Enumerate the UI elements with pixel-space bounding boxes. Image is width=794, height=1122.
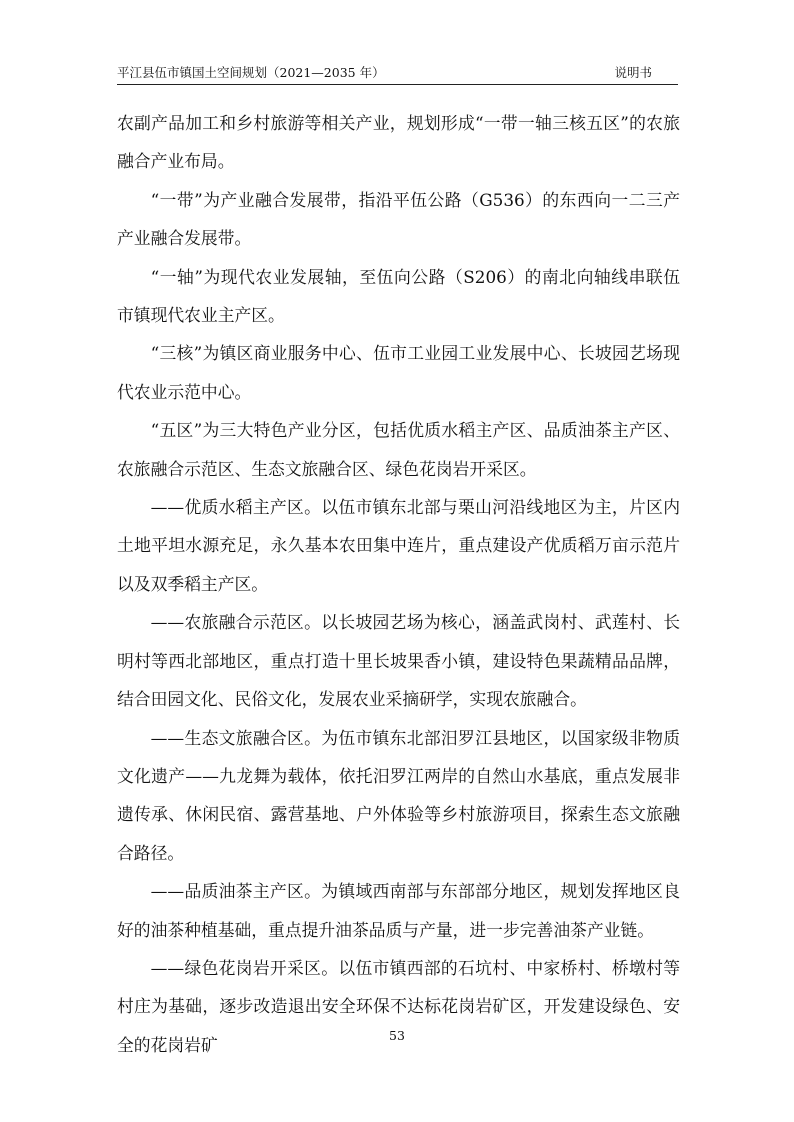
paragraph: ——农旅融合示范区。以长坡园艺场为核心，涵盖武岗村、武莲村、长明村等西北部地区，重点打造十里长坡果香小镇，建设特色果蔬精品品牌，结合田园文化、民俗文化，发展农业采摘研学，实现农旅融合。 xyxy=(117,612,680,710)
paragraph: “三核”为镇区商业服务中心、伍市工业园工业发展中心、长坡园艺场现代农业示范中心。 xyxy=(117,343,680,402)
section-label: 说明书 xyxy=(614,65,652,80)
paragraph: “一轴”为现代农业发展轴，至伍向公路（S206）的南北向轴线串联伍市镇现代农业主产区。 xyxy=(117,266,680,326)
paragraph: ——生态文旅融合区。为伍市镇东北部汨罗江县地区，以国家级非物质文化遗产——九龙舞为载体，依托汨罗江两岸的自然山水基底，重点发展非遗传承、休闲民宿、露营基地、户外体验等乡村旅游项目，探索生态文旅融合路径。 xyxy=(117,727,680,863)
document-title: 平江县伍市镇国土空间规划（2021—2035 年） xyxy=(117,65,385,80)
paragraph: 农副产品加工和乡村旅游等相关产业，规划形成“一带一轴三核五区”的农旅融合产业布局。 xyxy=(117,113,680,172)
body-text xyxy=(117,104,680,1064)
page-header xyxy=(117,62,678,85)
paragraph: ——优质水稻主产区。以伍市镇东北部与栗山河沿线地区为主，片区内土地平坦水源充足，永久基本农田集中连片，重点建设产优质稻万亩示范片以及双季稻主产区。 xyxy=(117,497,680,594)
paragraph: ——绿色花岗岩开采区。以伍市镇西部的石坑村、中家桥村、桥墩村等村庄为基础，逐步改造退出安全环保不达标花岗岩矿区，开发建设绿色、安全的花岗岩矿 xyxy=(117,957,680,1055)
paragraph: ——品质油茶主产区。为镇域西南部与东部部分地区，规划发挥地区良好的油茶种植基础，重点提升油茶品质与产量，进一步完善油茶产业链。 xyxy=(117,881,680,940)
paragraph: “一带”为产业融合发展带，指沿平伍公路（G536）的东西向一二三产产业融合发展带。 xyxy=(117,189,680,249)
page-number: 53 xyxy=(389,1028,405,1043)
paragraph: “五区”为三大特色产业分区，包括优质水稻主产区、品质油茶主产区、农旅融合示范区、生态文旅融合区、绿色花岗岩开采区。 xyxy=(117,420,680,479)
